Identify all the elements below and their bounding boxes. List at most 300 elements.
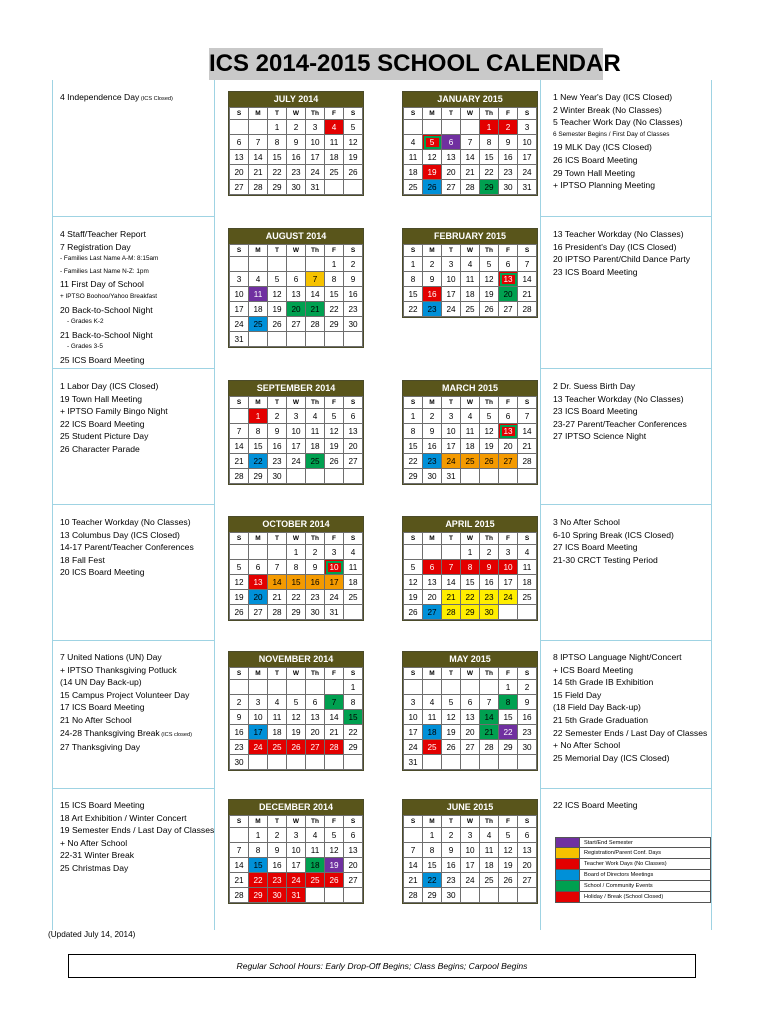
weekday-label: S <box>344 668 363 680</box>
day-cell: 26 <box>404 605 423 620</box>
legend-item <box>555 881 711 892</box>
day-cell: 10 <box>404 710 423 725</box>
day-cell: 25 <box>306 454 325 469</box>
day-cell: 12 <box>268 287 287 302</box>
weekday-label: S <box>518 397 537 409</box>
event-text: 23 ICS Board Meeting <box>553 266 638 277</box>
day-cell: 25 <box>249 317 268 332</box>
day-cell: 6 <box>287 272 306 287</box>
day-cell: 3 <box>287 409 306 424</box>
month-grid <box>403 532 537 620</box>
day-cell: 30 <box>268 469 287 484</box>
day-cell: 10 <box>249 710 268 725</box>
event-item <box>553 664 711 677</box>
day-cell: 22 <box>404 454 423 469</box>
day-cell: 28 <box>404 888 423 903</box>
day-cell: 5 <box>325 828 344 843</box>
day-cell: 17 <box>442 439 461 454</box>
event-note: (ICS Closed) <box>139 96 173 102</box>
event-text: 20 IPTSO Parent/Child Dance Party <box>553 254 691 265</box>
event-text: + No After School <box>60 837 128 848</box>
event-text: 25 Christmas Day <box>60 862 129 873</box>
day-cell: 21 <box>461 165 480 180</box>
day-cell: 28 <box>249 180 268 195</box>
weekday-label: T <box>268 533 287 545</box>
event-item <box>553 651 711 664</box>
month-grid <box>403 815 537 903</box>
day-cell <box>306 469 325 484</box>
day-cell: 25 <box>423 740 442 755</box>
day-cell: 15 <box>404 287 423 302</box>
day-cell: 24 <box>249 740 268 755</box>
left-events-list <box>60 91 212 106</box>
day-cell: 24 <box>461 873 480 888</box>
event-item <box>553 714 711 727</box>
right-events-list <box>553 651 711 764</box>
day-cell: 28 <box>442 605 461 620</box>
day-cell: 20 <box>499 287 518 302</box>
weekday-label: W <box>287 108 306 120</box>
day-cell: 27 <box>249 605 268 620</box>
day-cell: 3 <box>249 695 268 710</box>
day-cell: 12 <box>325 424 344 439</box>
day-cell: 14 <box>306 287 325 302</box>
event-text: 2 Dr. Suess Birth Day <box>553 381 636 391</box>
weekday-label: Th <box>480 533 499 545</box>
weekday-label: S <box>230 397 249 409</box>
day-cell: 12 <box>287 710 306 725</box>
event-item <box>60 266 212 279</box>
day-cell: 12 <box>480 424 499 439</box>
day-cell: 25 <box>480 873 499 888</box>
month-grid <box>403 107 537 195</box>
weekday-label: S <box>230 816 249 828</box>
weekday-label: M <box>249 108 268 120</box>
day-cell: 14 <box>230 858 249 873</box>
event-text: 18 Art Exhibition / Winter Concert <box>60 812 187 823</box>
day-cell: 5 <box>287 695 306 710</box>
day-cell: 13 <box>344 424 363 439</box>
day-cell: 16 <box>423 439 442 454</box>
day-cell: 16 <box>344 287 363 302</box>
day-cell: 2 <box>499 120 518 135</box>
month-calendar <box>228 91 364 196</box>
weekday-label: F <box>325 245 344 257</box>
day-cell: 1 <box>461 545 480 560</box>
weekday-label: M <box>423 397 442 409</box>
day-cell <box>518 888 537 903</box>
school-hours-box: Regular School Hours: Early Drop-Off Begins; Class Begins; Carpool Begins <box>68 954 696 978</box>
event-item <box>553 91 711 104</box>
month-header: FEBRUARY 2015 <box>403 229 537 244</box>
month-header: NOVEMBER 2014 <box>229 652 363 667</box>
day-cell: 26 <box>344 165 363 180</box>
weekday-label: M <box>249 533 268 545</box>
weekday-label: Th <box>306 108 325 120</box>
day-cell: 23 <box>230 740 249 755</box>
weekday-label: W <box>287 397 306 409</box>
event-item <box>553 154 711 167</box>
weekday-label: W <box>461 816 480 828</box>
day-cell: 26 <box>287 740 306 755</box>
event-item <box>553 689 711 702</box>
month-calendar <box>402 516 538 621</box>
month-header: JULY 2014 <box>229 92 363 107</box>
day-cell: 14 <box>404 858 423 873</box>
day-cell: 18 <box>249 302 268 317</box>
event-text: 22-31 Winter Break <box>60 850 135 861</box>
day-cell: 4 <box>404 135 423 150</box>
day-cell: 27 <box>287 317 306 332</box>
weekday-label: M <box>249 668 268 680</box>
day-cell: 25 <box>306 873 325 888</box>
weekday-label: F <box>325 533 344 545</box>
day-cell: 24 <box>325 590 344 605</box>
day-cell: 15 <box>461 575 480 590</box>
day-cell: 21 <box>268 590 287 605</box>
day-cell: 16 <box>442 858 461 873</box>
day-cell: 25 <box>344 590 363 605</box>
day-cell: 2 <box>306 545 325 560</box>
day-cell: 29 <box>268 180 287 195</box>
right-events-list <box>553 91 711 192</box>
day-cell: 14 <box>268 575 287 590</box>
day-cell: 17 <box>404 725 423 740</box>
day-cell: 1 <box>404 409 423 424</box>
month-header: JANUARY 2015 <box>403 92 537 107</box>
event-item <box>60 664 212 677</box>
day-cell <box>230 680 249 695</box>
day-cell <box>423 120 442 135</box>
weekday-label: T <box>268 668 287 680</box>
day-cell: 29 <box>461 605 480 620</box>
month-calendar <box>402 228 538 318</box>
day-cell <box>287 755 306 770</box>
day-cell: 1 <box>249 828 268 843</box>
month-header: DECEMBER 2014 <box>229 800 363 815</box>
weekday-label: F <box>499 108 518 120</box>
day-cell: 1 <box>480 120 499 135</box>
day-cell: 21 <box>480 725 499 740</box>
weekday-label: S <box>518 108 537 120</box>
weekday-label: T <box>268 397 287 409</box>
day-cell: 16 <box>480 575 499 590</box>
weekday-label: Th <box>306 533 325 545</box>
day-cell: 10 <box>306 135 325 150</box>
event-item <box>553 228 711 241</box>
weekday-label: S <box>344 108 363 120</box>
event-text: 27 IPTSO Science Night <box>553 431 647 442</box>
day-cell: 10 <box>442 272 461 287</box>
day-cell <box>325 180 344 195</box>
column-separator <box>214 80 215 930</box>
weekday-label: S <box>344 245 363 257</box>
day-cell: 18 <box>404 165 423 180</box>
weekday-label: W <box>287 533 306 545</box>
event-text: 20 ICS Board Meeting <box>60 567 145 578</box>
event-text: 19 Town Hall Meeting <box>60 393 143 404</box>
legend-label: School / Community Events <box>584 883 653 889</box>
day-cell: 13 <box>423 575 442 590</box>
weekday-label: S <box>344 533 363 545</box>
event-text: 6 Semester Begins / First Day of Classes <box>553 130 670 138</box>
event-item <box>60 701 212 714</box>
day-cell: 15 <box>249 439 268 454</box>
day-cell: 1 <box>268 120 287 135</box>
day-cell: 12 <box>344 135 363 150</box>
day-cell <box>230 828 249 843</box>
weekday-label: S <box>404 397 423 409</box>
event-text: 27 Thanksgiving Day <box>60 742 141 753</box>
day-cell <box>287 680 306 695</box>
column-separator <box>540 80 541 930</box>
day-cell: 22 <box>268 165 287 180</box>
day-cell: 25 <box>518 590 537 605</box>
day-cell: 7 <box>249 135 268 150</box>
month-calendar <box>228 651 364 771</box>
day-cell: 1 <box>325 257 344 272</box>
weekday-label: S <box>404 533 423 545</box>
row-separator <box>540 788 712 789</box>
day-cell: 13 <box>499 424 518 439</box>
event-item <box>553 116 711 129</box>
event-item <box>60 278 212 291</box>
day-cell: 22 <box>249 873 268 888</box>
day-cell: 26 <box>499 873 518 888</box>
day-cell: 16 <box>306 575 325 590</box>
day-cell: 27 <box>344 873 363 888</box>
day-cell: 1 <box>344 680 363 695</box>
day-cell: 9 <box>442 843 461 858</box>
month-calendar <box>228 380 364 485</box>
month-header: JUNE 2015 <box>403 800 537 815</box>
event-text: 25 ICS Board Meeting <box>60 354 145 365</box>
legend-swatch <box>556 892 580 902</box>
day-cell: 21 <box>518 439 537 454</box>
month-header: MARCH 2015 <box>403 381 537 396</box>
weekday-label: W <box>461 533 480 545</box>
row-separator <box>52 504 215 505</box>
day-cell: 6 <box>230 135 249 150</box>
weekday-label: T <box>268 108 287 120</box>
day-cell: 5 <box>442 695 461 710</box>
day-cell: 25 <box>461 454 480 469</box>
day-cell: 11 <box>344 560 363 575</box>
day-cell: 8 <box>249 843 268 858</box>
legend-item <box>555 837 711 848</box>
legend-item <box>555 848 711 859</box>
event-text: 18 Fall Fest <box>60 554 105 565</box>
day-cell: 7 <box>442 560 461 575</box>
day-cell: 15 <box>268 150 287 165</box>
day-cell: 19 <box>442 725 461 740</box>
day-cell: 22 <box>404 302 423 317</box>
day-cell: 18 <box>480 858 499 873</box>
weekday-label: T <box>268 245 287 257</box>
day-cell: 19 <box>268 302 287 317</box>
weekday-label: S <box>230 668 249 680</box>
day-cell: 17 <box>287 439 306 454</box>
day-cell: 25 <box>461 302 480 317</box>
day-cell: 28 <box>480 740 499 755</box>
event-text: 8 IPTSO Language Night/Concert <box>553 652 682 662</box>
day-cell: 17 <box>287 858 306 873</box>
day-cell: 29 <box>287 605 306 620</box>
day-cell: 29 <box>249 469 268 484</box>
day-cell <box>325 680 344 695</box>
weekday-label: S <box>518 668 537 680</box>
legend-label: Registration/Parent Conf. Days <box>584 850 662 856</box>
day-cell: 16 <box>499 150 518 165</box>
day-cell: 9 <box>268 843 287 858</box>
weekday-label: S <box>404 816 423 828</box>
day-cell: 8 <box>287 560 306 575</box>
day-cell <box>499 605 518 620</box>
day-cell <box>249 545 268 560</box>
event-text: 23-27 Parent/Teacher Conferences <box>553 418 687 429</box>
event-text: 14 5th Grade IB Exhibition <box>553 677 654 688</box>
row-separator <box>52 216 215 217</box>
day-cell: 20 <box>249 590 268 605</box>
day-cell: 16 <box>268 858 287 873</box>
month-grid <box>403 396 537 484</box>
day-cell: 19 <box>480 287 499 302</box>
day-cell: 13 <box>461 710 480 725</box>
day-cell: 3 <box>306 120 325 135</box>
day-cell: 26 <box>442 740 461 755</box>
day-cell: 22 <box>423 873 442 888</box>
event-item <box>553 516 711 529</box>
weekday-label: W <box>461 668 480 680</box>
day-cell: 19 <box>325 858 344 873</box>
day-cell: 22 <box>499 725 518 740</box>
weekday-label: S <box>518 245 537 257</box>
weekday-label: F <box>499 668 518 680</box>
weekday-label: T <box>442 668 461 680</box>
day-cell <box>344 469 363 484</box>
legend-label: Holiday / Break (School Closed) <box>584 894 664 900</box>
day-cell: 10 <box>461 843 480 858</box>
day-cell <box>461 888 480 903</box>
event-item <box>60 253 212 266</box>
day-cell: 5 <box>499 828 518 843</box>
event-text: 2 Winter Break (No Classes) <box>553 104 662 115</box>
weekday-label: S <box>404 245 423 257</box>
day-cell: 20 <box>306 725 325 740</box>
day-cell: 1 <box>423 828 442 843</box>
day-cell: 8 <box>249 424 268 439</box>
legend-swatch <box>556 838 580 847</box>
day-cell: 27 <box>461 740 480 755</box>
day-cell: 8 <box>404 272 423 287</box>
day-cell: 26 <box>423 180 442 195</box>
day-cell: 7 <box>518 409 537 424</box>
weekday-label: S <box>230 108 249 120</box>
day-cell <box>423 755 442 770</box>
day-cell: 17 <box>461 858 480 873</box>
day-cell <box>230 409 249 424</box>
day-cell: 31 <box>306 180 325 195</box>
day-cell: 28 <box>230 469 249 484</box>
weekday-label: W <box>287 816 306 828</box>
event-text: 29 Town Hall Meeting <box>553 167 636 178</box>
event-item <box>553 141 711 154</box>
day-cell: 23 <box>518 725 537 740</box>
weekday-label: F <box>499 533 518 545</box>
left-events-list <box>60 228 212 367</box>
day-cell: 30 <box>499 180 518 195</box>
day-cell <box>249 755 268 770</box>
month-calendar <box>228 228 364 348</box>
day-cell: 2 <box>480 545 499 560</box>
day-cell: 3 <box>325 545 344 560</box>
day-cell: 23 <box>344 302 363 317</box>
day-cell: 30 <box>344 317 363 332</box>
legend-item <box>555 870 711 881</box>
day-cell: 29 <box>423 888 442 903</box>
day-cell: 5 <box>480 257 499 272</box>
day-cell: 28 <box>518 454 537 469</box>
event-text: 4 Staff/Teacher Report <box>60 229 146 239</box>
day-cell <box>268 332 287 347</box>
weekday-label: F <box>325 816 344 828</box>
day-cell <box>268 257 287 272</box>
event-text: 19 Semester Ends / Last Day of Classes <box>60 825 215 836</box>
month-calendar <box>402 651 538 771</box>
day-cell <box>480 755 499 770</box>
day-cell: 24 <box>518 165 537 180</box>
event-item <box>60 304 212 317</box>
day-cell: 15 <box>249 858 268 873</box>
weekday-label: S <box>518 533 537 545</box>
day-cell: 20 <box>287 302 306 317</box>
weekday-label: T <box>268 816 287 828</box>
day-cell: 6 <box>306 695 325 710</box>
weekday-label: F <box>499 816 518 828</box>
day-cell: 4 <box>268 695 287 710</box>
day-cell: 15 <box>344 710 363 725</box>
day-cell <box>404 120 423 135</box>
weekday-label: Th <box>306 816 325 828</box>
day-cell: 24 <box>306 165 325 180</box>
event-item <box>553 253 711 266</box>
event-item <box>60 418 212 431</box>
day-cell <box>268 755 287 770</box>
event-item <box>60 291 212 304</box>
event-item <box>553 676 711 689</box>
month-header: AUGUST 2014 <box>229 229 363 244</box>
day-cell: 30 <box>423 469 442 484</box>
day-cell: 15 <box>480 150 499 165</box>
day-cell: 20 <box>230 165 249 180</box>
day-cell: 4 <box>461 409 480 424</box>
day-cell: 17 <box>499 575 518 590</box>
day-cell: 9 <box>499 135 518 150</box>
row-separator <box>540 368 712 369</box>
month-grid <box>403 667 537 770</box>
day-cell <box>325 469 344 484</box>
day-cell: 24 <box>230 317 249 332</box>
day-cell: 11 <box>404 150 423 165</box>
event-text: 15 Campus Project Volunteer Day <box>60 689 190 700</box>
day-cell: 23 <box>442 873 461 888</box>
day-cell: 5 <box>480 409 499 424</box>
event-item <box>60 799 212 812</box>
month-header: MAY 2015 <box>403 652 537 667</box>
event-item <box>60 393 212 406</box>
weekday-label: F <box>499 397 518 409</box>
event-text: 23 ICS Board Meeting <box>553 406 638 417</box>
